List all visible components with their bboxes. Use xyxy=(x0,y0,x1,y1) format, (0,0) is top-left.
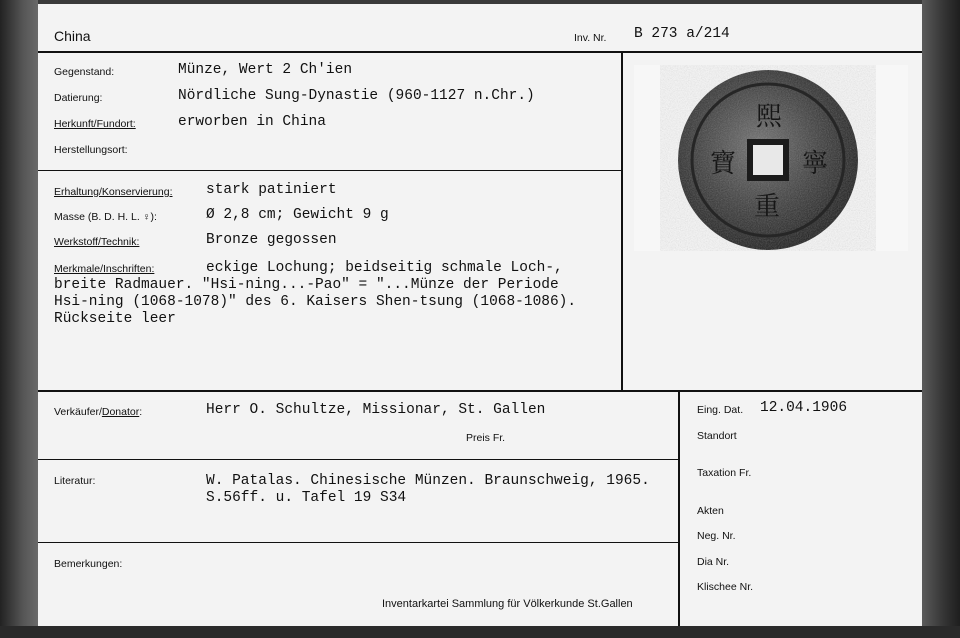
rule-right-col xyxy=(678,390,680,626)
inventory-card xyxy=(38,4,922,626)
herstellungsort-label: Herstellungsort: xyxy=(54,144,128,156)
erhaltung-label: Erhaltung/Konservierung: xyxy=(54,186,173,198)
herkunft-label: Herkunft/Fundort: xyxy=(54,118,136,130)
verkaeufer-label: Verkäufer/Donator: xyxy=(54,406,143,418)
literatur-label: Literatur: xyxy=(54,475,96,487)
verkaeufer-value: Herr O. Schultze, Missionar, St. Gallen xyxy=(206,402,546,418)
rule-photo-left xyxy=(621,51,623,391)
masse-value: Ø 2,8 cm; Gewicht 9 g xyxy=(206,207,389,223)
dia-nr-label: Dia Nr. xyxy=(697,556,730,568)
scan-edge-bottom xyxy=(0,626,960,638)
svg-text:重: 重 xyxy=(754,192,781,222)
rule-4 xyxy=(38,542,679,543)
taxation-label: Taxation Fr. xyxy=(697,467,752,479)
coin-image xyxy=(634,65,908,251)
bemerkungen-label: Bemerkungen: xyxy=(54,558,123,570)
scan-edge-left xyxy=(0,0,38,638)
inv-nr-value: B 273 a/214 xyxy=(634,26,730,42)
merkmale-line-1: eckige Lochung; beidseitig schmale Loch-, xyxy=(206,260,563,276)
gegenstand-value: Münze, Wert 2 Ch'ien xyxy=(178,62,353,78)
footer-text: Inventarkartei Sammlung für Völkerkunde St.Gallen xyxy=(382,598,633,610)
rule-3 xyxy=(38,459,679,460)
literatur-line-1: W. Patalas. Chinesische Münzen. Braunschweig, 1965. xyxy=(206,473,650,489)
merkmale-line-3: Hsi-ning (1068-1078)" des 6. Kaisers Shen-tsung (1068-1086). xyxy=(54,294,577,310)
rule-2 xyxy=(38,390,922,392)
merkmale-line-4: Rückseite leer xyxy=(54,311,176,327)
coin-photo xyxy=(634,65,908,251)
eing-dat-label: Eing. Dat. xyxy=(697,404,744,416)
werkstoff-label: Werkstoff/Technik: xyxy=(54,236,140,248)
datierung-label: Datierung: xyxy=(54,92,103,104)
standort-label: Standort xyxy=(697,430,737,442)
masse-label: Masse (B. D. H. L. ♀): xyxy=(54,211,157,223)
rule-header xyxy=(38,51,922,53)
eing-dat-value: 12.04.1906 xyxy=(760,400,848,416)
neg-nr-label: Neg. Nr. xyxy=(697,530,736,542)
merkmale-label: Merkmale/Inschriften: xyxy=(54,263,155,275)
werkstoff-value: Bronze gegossen xyxy=(206,232,337,248)
erhaltung-value: stark patiniert xyxy=(206,182,337,198)
rule-1 xyxy=(38,170,622,171)
merkmale-line-2: breite Radmauer. "Hsi-ning...-Pao" = "...Münze der Periode xyxy=(54,277,559,293)
inv-nr-label: Inv. Nr. xyxy=(574,32,607,44)
akten-label: Akten xyxy=(697,505,724,517)
gegenstand-label: Gegenstand: xyxy=(54,66,115,78)
klischee-nr-label: Klischee Nr. xyxy=(697,581,754,593)
literatur-line-2: S.56ff. u. Tafel 19 S34 xyxy=(206,490,407,506)
datierung-value: Nördliche Sung-Dynastie (960-1127 n.Chr.) xyxy=(178,88,535,104)
scan-edge-right xyxy=(922,0,960,638)
svg-text:熙: 熙 xyxy=(756,102,783,132)
svg-text:寧: 寧 xyxy=(802,149,829,179)
herkunft-value: erworben in China xyxy=(178,114,326,130)
svg-text:寶: 寶 xyxy=(710,149,737,179)
region-title: China xyxy=(54,28,91,44)
preis-label: Preis Fr. xyxy=(466,432,506,444)
